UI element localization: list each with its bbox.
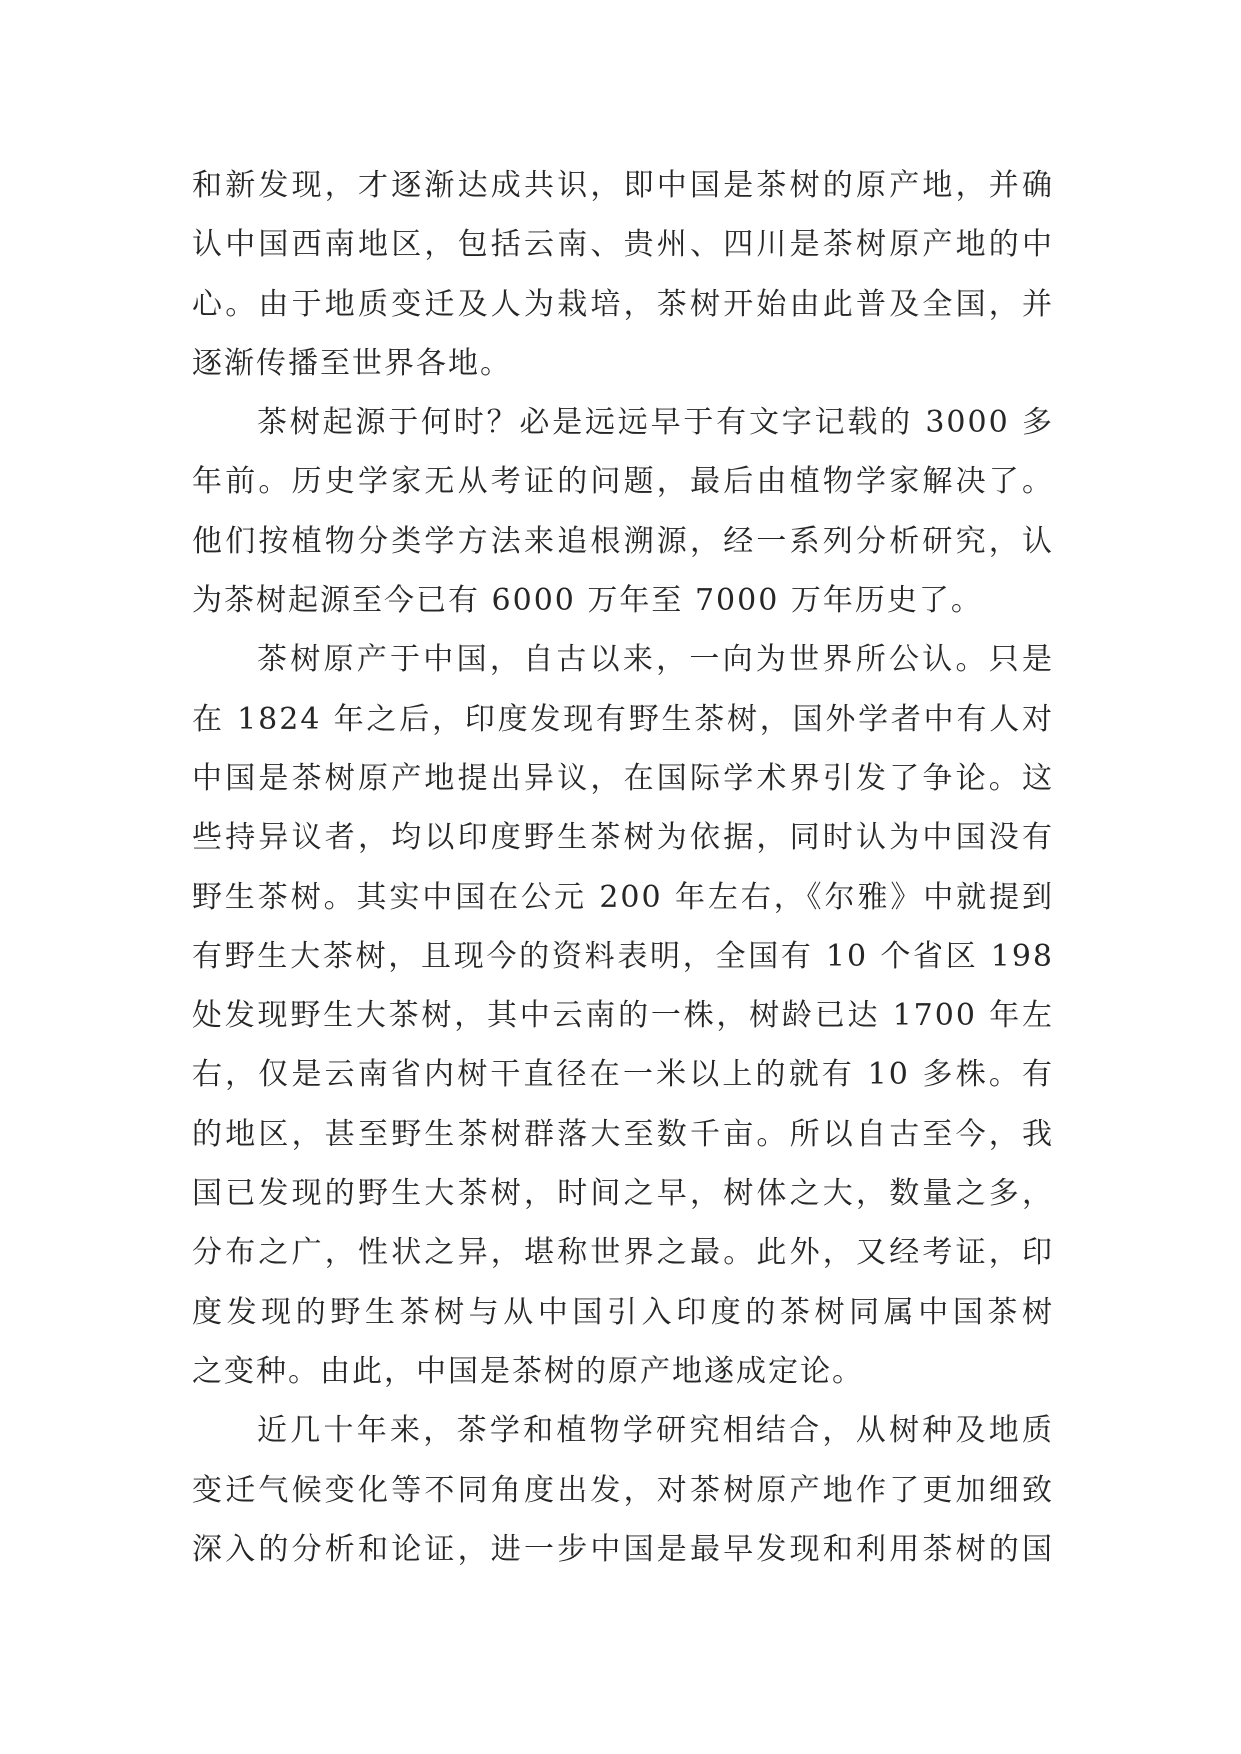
- text-line: 之变种。由此，中国是茶树的原产地遂成定论。: [192, 1353, 864, 1389]
- paragraph-first-line: 近几十年来，茶学和植物学研究相结合，从树种及地质: [257, 1413, 1054, 1449]
- paragraph-first-line: 茶树起源于何时？必是远远早于有文字记载的 3000 多: [257, 405, 1054, 441]
- text-line: 心。由于地质变迁及人为栽培，茶树开始由此普及全国，并: [192, 286, 1054, 322]
- text-line: 为茶树起源至今已有 6000 万年至 7000 万年历史了。: [192, 583, 983, 619]
- body-text: [192, 156, 1054, 1579]
- text-line: 变迁气候变化等不同角度出发，对茶树原产地作了更加细致: [192, 1472, 1054, 1508]
- text-line: 深入的分析和论证，进一步中国是最早发现和利用茶树的国: [192, 1531, 1054, 1567]
- text-line: 分布之广，性状之异，堪称世界之最。此外，又经考证，印: [192, 1235, 1054, 1271]
- text-line: 年前。历史学家无从考证的问题，最后由植物学家解决了。: [192, 464, 1054, 500]
- text-line: 些持异议者，均以印度野生茶树为依据，同时认为中国没有: [192, 820, 1054, 856]
- text-line: 度发现的野生茶树与从中国引入印度的茶树同属中国茶树: [192, 1294, 1054, 1330]
- text-line: 有野生大茶树，且现今的资料表明，全国有 10 个省区 198: [192, 938, 1054, 974]
- text-line: 右，仅是云南省内树干直径在一米以上的就有 10 多株。有: [192, 1057, 1054, 1093]
- text-line: 处发现野生大茶树，其中云南的一株，树龄已达 1700 年左: [192, 998, 1054, 1034]
- text-line: 他们按植物分类学方法来追根溯源，经一系列分析研究，认: [192, 523, 1054, 559]
- text-line: 的地区，甚至野生茶树群落大至数千亩。所以自古至今，我: [192, 1116, 1054, 1152]
- text-line: 在 1824 年之后，印度发现有野生茶树，国外学者中有人对: [192, 701, 1054, 737]
- text-line: 逐渐传播至世界各地。: [192, 345, 512, 381]
- text-line: 和新发现，才逐渐达成共识，即中国是茶树的原产地，并确: [192, 168, 1054, 203]
- paragraph-first-line: 茶树原产于中国，自古以来，一向为世界所公认。只是: [257, 642, 1054, 678]
- text-line: 中国是茶树原产地提出异议，在国际学术界引发了争论。这: [192, 760, 1054, 796]
- text-line: 国已发现的野生大茶树，时间之早，树体之大，数量之多，: [192, 1176, 1054, 1212]
- text-line: 野生茶树。其实中国在公元 200 年左右，《尔雅》中就提到: [192, 879, 1054, 915]
- text-line: 认中国西南地区，包括云南、贵州、四川是茶树原产地的中: [192, 227, 1054, 263]
